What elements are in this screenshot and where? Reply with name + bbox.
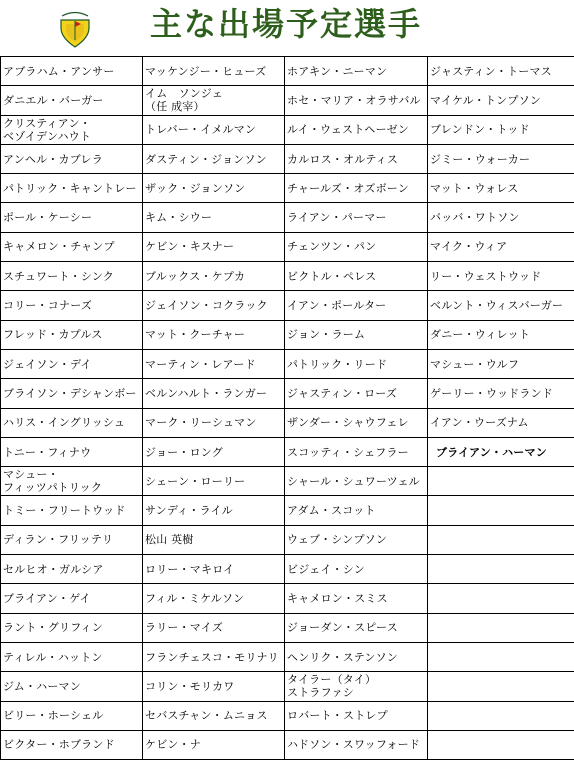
- player-name-cell: ラリー・マイズ: [143, 613, 285, 642]
- table-row: [1, 57, 574, 86]
- player-name-cell: ベルント・ウィスバーガー: [428, 291, 574, 320]
- table-row: [1, 496, 574, 525]
- table-row: [1, 86, 574, 115]
- table-row: [1, 730, 574, 759]
- player-name-cell: ダスティン・ジョンソン: [143, 144, 285, 173]
- player-name-cell: チェンツン・パン: [285, 232, 428, 261]
- table-row: [1, 203, 574, 232]
- table-row: [1, 701, 574, 730]
- player-name-cell: ジョー・ロング: [143, 437, 285, 466]
- empty-cell: [428, 525, 574, 554]
- player-name-cell: ハリス・イングリッシュ: [1, 408, 143, 437]
- table-row: [1, 672, 574, 701]
- empty-cell: [428, 613, 574, 642]
- players-table-body: [1, 57, 574, 760]
- player-name-cell: サンディ・ライル: [143, 496, 285, 525]
- player-name-cell: アンヘル・カブレラ: [1, 144, 143, 173]
- masters-logo: [58, 8, 92, 48]
- player-name-cell: スチュワート・シンク: [1, 262, 143, 291]
- table-row: [1, 555, 574, 584]
- player-name-cell: ブレンドン・トッド: [428, 115, 574, 144]
- player-name-cell: ジャスティン・トーマス: [428, 57, 574, 86]
- player-name-cell: バッバ・ワトソン: [428, 203, 574, 232]
- empty-cell: [428, 672, 574, 701]
- empty-cell: [428, 701, 574, 730]
- empty-cell: [428, 467, 574, 496]
- player-name-cell: ジム・ハーマン: [1, 672, 143, 701]
- player-name-cell: ブライアン・ハーマン: [428, 437, 574, 466]
- player-name-cell: マッケンジー・ヒューズ: [143, 57, 285, 86]
- table-row: [1, 144, 574, 173]
- player-name-cell: ビクター・ホブランド: [1, 730, 143, 759]
- player-name-cell: ビジェイ・シン: [285, 555, 428, 584]
- player-name-cell: ブルックス・ケプカ: [143, 262, 285, 291]
- empty-cell: [428, 496, 574, 525]
- player-name-cell: ライアン・パーマー: [285, 203, 428, 232]
- player-name-cell: マーク・リーシュマン: [143, 408, 285, 437]
- player-name-cell: キャメロン・チャンプ: [1, 232, 143, 261]
- table-row: [1, 584, 574, 613]
- player-name-cell: ハドソン・スワッフォード: [285, 730, 428, 759]
- player-name-cell: イアン・ウーズナム: [428, 408, 574, 437]
- table-row: [1, 525, 574, 554]
- player-name-cell: 松山 英樹: [143, 525, 285, 554]
- table-row: [1, 408, 574, 437]
- player-name-cell: ジェイソン・デイ: [1, 349, 143, 378]
- player-name-cell: パトリック・キャントレー: [1, 174, 143, 203]
- player-name-cell: ジョン・ラーム: [285, 320, 428, 349]
- table-row: [1, 379, 574, 408]
- player-name-cell: クリスティアン・ ベゾイデンハウト: [1, 115, 143, 144]
- player-name-cell: パトリック・リード: [285, 349, 428, 378]
- player-name-cell: ケビン・ナ: [143, 730, 285, 759]
- player-name-cell: ディラン・フリッテリ: [1, 525, 143, 554]
- empty-cell: [428, 642, 574, 671]
- player-name-cell: ティレル・ハットン: [1, 642, 143, 671]
- player-name-cell: トレバー・イメルマン: [143, 115, 285, 144]
- player-name-cell: コリー・コナーズ: [1, 291, 143, 320]
- page-header: [0, 0, 574, 55]
- player-name-cell: ゲーリー・ウッドランド: [428, 379, 574, 408]
- player-name-cell: イアン・ポールター: [285, 291, 428, 320]
- table-row: [1, 467, 574, 496]
- player-name-cell: チャールズ・オズボーン: [285, 174, 428, 203]
- player-name-cell: トニー・フィナウ: [1, 437, 143, 466]
- player-name-cell: ジェイソン・コクラック: [143, 291, 285, 320]
- player-name-cell: コリン・モリカワ: [143, 672, 285, 701]
- player-name-cell: シェーン・ローリー: [143, 467, 285, 496]
- player-name-cell: トミー・フリートウッド: [1, 496, 143, 525]
- table-row: [1, 115, 574, 144]
- player-name-cell: ジョーダン・スピース: [285, 613, 428, 642]
- player-name-cell: ウェブ・シンプソン: [285, 525, 428, 554]
- player-name-cell: スコッティ・シェフラー: [285, 437, 428, 466]
- player-name-cell: リー・ウェストウッド: [428, 262, 574, 291]
- player-name-cell: マシュー・ フィッツパトリック: [1, 467, 143, 496]
- player-name-cell: ホアキン・ニーマン: [285, 57, 428, 86]
- player-name-cell: ビクトル・ペレス: [285, 262, 428, 291]
- player-name-cell: マイク・ウィア: [428, 232, 574, 261]
- player-name-cell: セバスチャン・ムニョス: [143, 701, 285, 730]
- player-name-cell: タイラー（タイ） ストラファシ: [285, 672, 428, 701]
- player-name-cell: ザンダー・シャウフェレ: [285, 408, 428, 437]
- table-row: [1, 262, 574, 291]
- player-name-cell: アダム・スコット: [285, 496, 428, 525]
- empty-cell: [428, 584, 574, 613]
- player-name-cell: ロリー・マキロイ: [143, 555, 285, 584]
- player-name-cell: ザック・ジョンソン: [143, 174, 285, 203]
- player-name-cell: マシュー・ウルフ: [428, 349, 574, 378]
- player-name-cell: カルロス・オルティス: [285, 144, 428, 173]
- player-name-cell: ダニエル・バーガー: [1, 86, 143, 115]
- player-name-cell: ロバート・ストレプ: [285, 701, 428, 730]
- page-title: 主な出場予定選手: [150, 5, 423, 43]
- player-name-cell: ジャスティン・ローズ: [285, 379, 428, 408]
- player-name-cell: セルヒオ・ガルシア: [1, 555, 143, 584]
- player-name-cell: ブライアン・ゲイ: [1, 584, 143, 613]
- player-name-cell: フランチェスコ・モリナリ: [143, 642, 285, 671]
- player-name-cell: アブラハム・アンサー: [1, 57, 143, 86]
- player-name-cell: ヘンリク・ステンソン: [285, 642, 428, 671]
- player-name-cell: マイケル・トンプソン: [428, 86, 574, 115]
- player-name-cell: フィル・ミケルソン: [143, 584, 285, 613]
- player-name-cell: ダニー・ウィレット: [428, 320, 574, 349]
- player-name-cell: ラント・グリフィン: [1, 613, 143, 642]
- table-row: [1, 291, 574, 320]
- table-row: [1, 437, 574, 466]
- player-name-cell: キム・シウー: [143, 203, 285, 232]
- player-name-cell: ホセ・マリア・オラサバル: [285, 86, 428, 115]
- table-row: [1, 642, 574, 671]
- table-row: [1, 613, 574, 642]
- empty-cell: [428, 730, 574, 759]
- player-name-cell: ベルンハルト・ランガー: [143, 379, 285, 408]
- player-name-cell: キャメロン・スミス: [285, 584, 428, 613]
- player-name-cell: ジミー・ウォーカー: [428, 144, 574, 173]
- player-name-cell: シャール・シュワーツェル: [285, 467, 428, 496]
- player-name-cell: ケビン・キスナー: [143, 232, 285, 261]
- table-row: [1, 232, 574, 261]
- player-name-cell: ルイ・ウェストヘーゼン: [285, 115, 428, 144]
- player-name-cell: マーティン・レアード: [143, 349, 285, 378]
- player-name-cell: ブライソン・デシャンボー: [1, 379, 143, 408]
- players-table: [0, 56, 574, 760]
- empty-cell: [428, 555, 574, 584]
- table-row: [1, 349, 574, 378]
- player-name-cell: ビリー・ホーシェル: [1, 701, 143, 730]
- player-name-cell: ポール・ケーシー: [1, 203, 143, 232]
- table-row: [1, 320, 574, 349]
- player-name-cell: イム ソンジェ （任 成宰）: [143, 86, 285, 115]
- table-row: [1, 174, 574, 203]
- player-name-cell: フレッド・カプルス: [1, 320, 143, 349]
- masters-logo-icon: [58, 8, 92, 48]
- player-name-cell: マット・ウォレス: [428, 174, 574, 203]
- player-name-cell: マット・クーチャー: [143, 320, 285, 349]
